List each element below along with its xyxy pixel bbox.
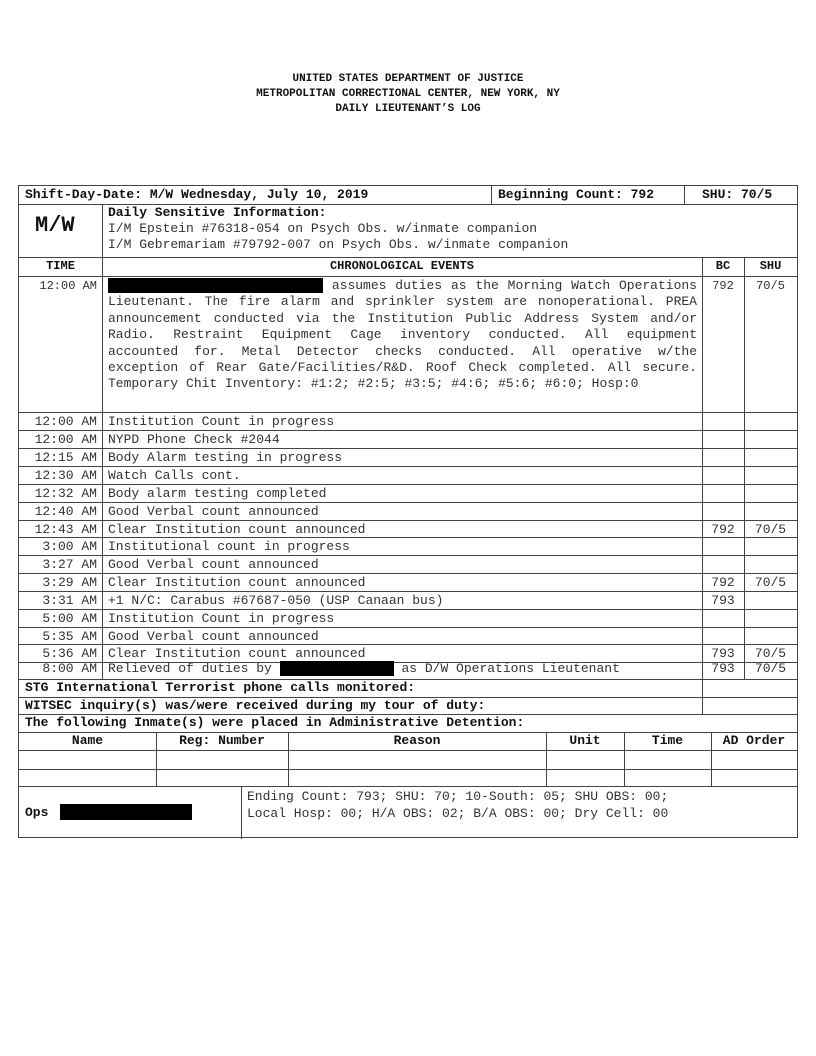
entry-shu: 70/5 [754, 521, 787, 537]
entry-event: Good Verbal count announced [108, 503, 319, 519]
entry-bc: 793 [711, 645, 735, 661]
divider [19, 769, 797, 770]
entry-time: 12:00 AM [34, 413, 97, 429]
entry-time: 12:43 AM [34, 521, 97, 537]
entry-event: Clear Institution count announced [108, 645, 366, 661]
entry-event: Good Verbal count announced [108, 556, 319, 572]
ad-header-reason: Reason [393, 733, 441, 748]
entry-bc: 792 [711, 521, 735, 537]
sensitive-info-line: I/M Epstein #76318-054 on Psych Obs. w/inmate companion [108, 221, 538, 236]
entry-event: NYPD Phone Check #2044 [108, 431, 280, 447]
log-table [18, 185, 798, 838]
header-facility: METROPOLITAN CORRECTIONAL CENTER, NEW YORK, NY [256, 88, 560, 100]
divider [19, 750, 797, 751]
entry-time: 5:00 AM [42, 610, 97, 626]
entry-time: 12:40 AM [34, 503, 97, 519]
header-log-title: DAILY LIEUTENANT’S LOG [335, 103, 481, 115]
entry-event: Watch Calls cont. [108, 467, 241, 483]
entry-event: Clear Institution count announced [108, 574, 366, 590]
divider [19, 276, 797, 277]
divider [102, 257, 103, 680]
entry-event: Body alarm testing completed [108, 485, 327, 501]
relieved-prefix: Relieved of duties by [108, 661, 272, 676]
ad-header-order: AD Order [722, 733, 786, 748]
entry-time: 12:00 AM [34, 431, 97, 447]
divider [102, 204, 103, 257]
entry-event: Body Alarm testing in progress [108, 449, 343, 465]
divider [744, 257, 745, 680]
redaction [60, 804, 192, 820]
sensitive-info-line: I/M Gebremariam #79792-007 on Psych Obs. w/inmate companion [108, 237, 569, 252]
redaction [280, 661, 394, 676]
entry-event: Institution Count in progress [108, 413, 335, 429]
ad-header-name: Name [71, 733, 104, 748]
shu-count: SHU: 70/5 [702, 187, 773, 202]
entry-time: 12:32 AM [34, 485, 97, 501]
entry-bc: 793 [711, 661, 735, 676]
entry-time: 3:31 AM [42, 592, 97, 608]
divider [241, 786, 242, 839]
divider [491, 186, 492, 204]
entry-shu: 70/5 [756, 279, 785, 293]
divider [684, 186, 685, 204]
entry-time: 5:35 AM [42, 628, 97, 644]
sensitive-info-title: Daily Sensitive Information: [108, 205, 327, 220]
ad-header-time: Time [651, 733, 684, 748]
entry-bc: 792 [711, 574, 735, 590]
entry-time: 3:29 AM [42, 574, 97, 590]
ops-label: Ops [25, 805, 49, 820]
entry-shu: 70/5 [754, 574, 787, 590]
column-header-bc: BC [715, 259, 731, 273]
entry-time: 3:00 AM [42, 538, 97, 554]
column-header-events: CHRONOLOGICAL EVENTS [329, 259, 475, 273]
ad-header-unit: Unit [569, 733, 601, 748]
entry-time: 12:30 AM [34, 467, 97, 483]
entry-event: Clear Institution count announced [108, 521, 366, 537]
entry-time: 12:15 AM [34, 449, 97, 465]
entry-time: 8:00 AM [42, 661, 97, 676]
ending-count-line: Local Hosp: 00; H/A OBS: 02; B/A OBS: 00; Dry Cell: 00 [247, 806, 669, 821]
ending-count-line: Ending Count: 793; SHU: 70; 10-South: 05; SHU OBS: 00; [247, 789, 669, 804]
entry-event-paragraph [108, 278, 697, 393]
entry-event: Good Verbal count announced [108, 628, 319, 644]
entry-time: 12:00 AM [39, 279, 97, 293]
relieved-event [108, 660, 620, 677]
shift-code: M/W [35, 213, 75, 238]
stg-note: STG International Terrorist phone calls monitored: [25, 680, 416, 695]
shift-day-date: Shift-Day-Date: M/W Wednesday, July 10, 2019 [25, 187, 369, 202]
ad-header-reg: Reg: Number [179, 733, 265, 748]
witsec-note: WITSEC inquiry(s) was/were received during my tour of duty: [25, 698, 486, 713]
column-header-time: TIME [46, 259, 75, 273]
entry-event: +1 N/C: Carabus #67687-050 (USP Canaan bus) [108, 592, 444, 608]
redaction [108, 278, 323, 293]
entry-time: 3:27 AM [42, 556, 97, 572]
column-header-shu: SHU [759, 259, 782, 273]
relieved-suffix: as D/W Operations Lieutenant [401, 661, 620, 676]
admin-detention-note: The following Inmate(s) were placed in Administrative Detention: [25, 715, 525, 730]
entry-shu: 70/5 [754, 661, 787, 676]
beginning-count: Beginning Count: 792 [498, 187, 655, 202]
entry-shu: 70/5 [754, 645, 787, 661]
entry-bc: 792 [712, 279, 734, 293]
header-department: UNITED STATES DEPARTMENT OF JUSTICE [292, 73, 524, 85]
entry-event: Institution Count in progress [108, 610, 335, 626]
entry-event: Institutional count in progress [108, 538, 350, 554]
entry-bc: 793 [711, 592, 735, 608]
entry-time: 5:36 AM [42, 645, 97, 661]
entry-event-text: assumes duties as the Morning Watch Operations Lieutenant. The fire alarm and sprinkler system are nonoperational. PREA announcement conducted via the Institution Public Address System and/or Radio. Restraint Equipment Cage inventory conducted. All equipment accounted for. Metal Detector checks conducted. All operative w/the exception of Rear Gate/Facilities/R&D. Roof Check completed. All secure. Temporary Chit Inventory: #1:2; #2:5; #3:5; #4:6; #5:6; #6:0; Hosp:0 [108, 278, 697, 392]
divider [19, 786, 797, 787]
